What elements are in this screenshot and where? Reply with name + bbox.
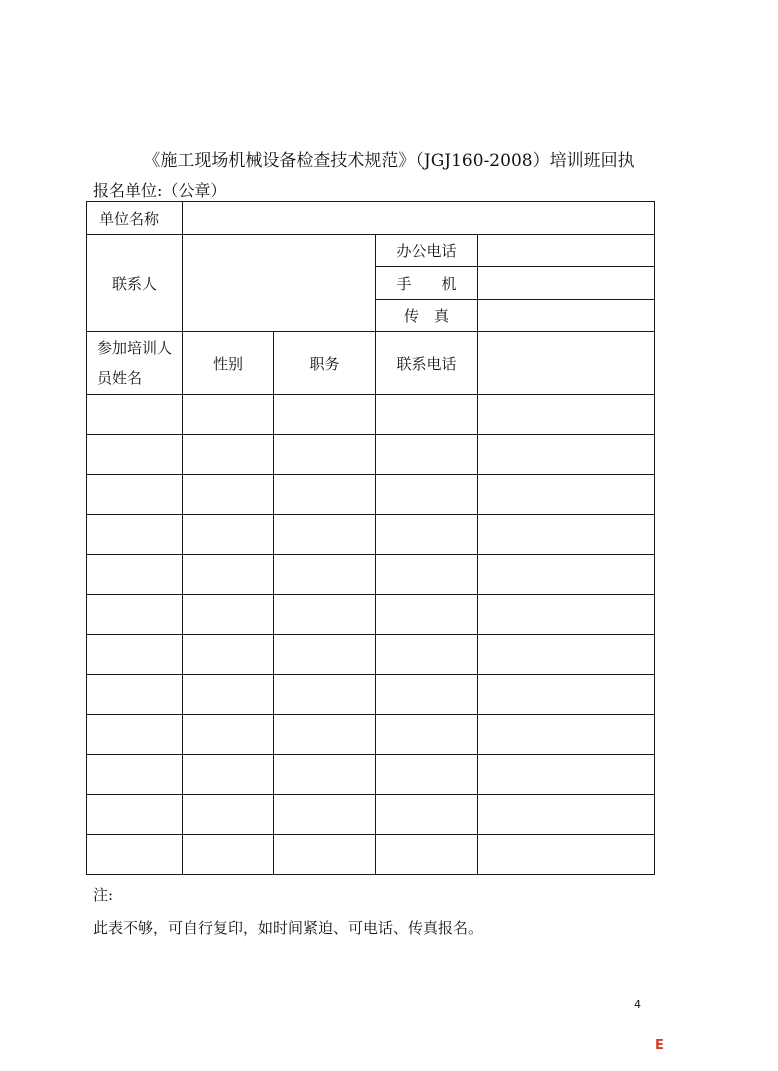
attendee-row <box>87 395 655 435</box>
attendee-phone-cell[interactable] <box>376 475 478 515</box>
attendee-extra-cell[interactable] <box>478 675 655 715</box>
attendee-name-cell[interactable] <box>87 475 183 515</box>
attendee-phone-cell[interactable] <box>376 755 478 795</box>
attendee-row <box>87 675 655 715</box>
attendee-gender-cell[interactable] <box>183 595 274 635</box>
attendee-extra-cell[interactable] <box>478 835 655 875</box>
office-phone-label: 办公电话 <box>376 235 478 267</box>
attendee-name-header: 参加培训人员姓名 <box>87 332 183 395</box>
attendee-phone-cell[interactable] <box>376 675 478 715</box>
attendee-gender-cell[interactable] <box>183 675 274 715</box>
attendee-name-cell[interactable] <box>87 555 183 595</box>
attendee-extra-cell[interactable] <box>478 435 655 475</box>
attendee-extra-cell[interactable] <box>478 475 655 515</box>
attendee-phone-cell[interactable] <box>376 555 478 595</box>
attendee-extra-cell[interactable] <box>478 395 655 435</box>
attendee-phone-cell[interactable] <box>376 595 478 635</box>
attendee-name-cell[interactable] <box>87 635 183 675</box>
attendee-position-cell[interactable] <box>274 515 376 555</box>
attendee-position-cell[interactable] <box>274 395 376 435</box>
attendee-name-cell[interactable] <box>87 515 183 555</box>
mobile-field[interactable] <box>478 267 655 300</box>
attendee-phone-cell[interactable] <box>376 395 478 435</box>
unit-name-label: 单位名称 <box>87 202 183 235</box>
contact-person-label: 联系人 <box>87 235 183 332</box>
attendee-name-cell[interactable] <box>87 675 183 715</box>
attendee-position-header: 职务 <box>274 332 376 395</box>
attendee-name-cell[interactable] <box>87 715 183 755</box>
attendee-name-cell[interactable] <box>87 795 183 835</box>
attendee-position-cell[interactable] <box>274 475 376 515</box>
attendee-phone-cell[interactable] <box>376 795 478 835</box>
contact-row-office <box>87 235 655 267</box>
attendee-extra-cell[interactable] <box>478 755 655 795</box>
attendee-extra-cell[interactable] <box>478 595 655 635</box>
attendee-phone-cell[interactable] <box>376 715 478 755</box>
attendee-extra-cell[interactable] <box>478 715 655 755</box>
attendee-gender-cell[interactable] <box>183 715 274 755</box>
attendee-row <box>87 515 655 555</box>
attendee-position-cell[interactable] <box>274 675 376 715</box>
attendee-extra-cell[interactable] <box>478 555 655 595</box>
attendee-phone-cell[interactable] <box>376 515 478 555</box>
attendee-name-cell[interactable] <box>87 395 183 435</box>
attendee-gender-cell[interactable] <box>183 515 274 555</box>
attendee-gender-cell[interactable] <box>183 435 274 475</box>
attendee-name-cell[interactable] <box>87 595 183 635</box>
attendee-name-cell[interactable] <box>87 755 183 795</box>
attendee-row <box>87 635 655 675</box>
attendee-extra-cell[interactable] <box>478 795 655 835</box>
attendee-row <box>87 795 655 835</box>
attendee-name-cell[interactable] <box>87 435 183 475</box>
corner-mark: E <box>655 1038 664 1053</box>
attendee-gender-cell[interactable] <box>183 755 274 795</box>
attendee-row <box>87 475 655 515</box>
mobile-label: 手 机 <box>376 267 478 300</box>
attendee-row <box>87 755 655 795</box>
attendee-header-row <box>87 332 655 395</box>
attendee-row <box>87 715 655 755</box>
document-title: 《施工现场机械设备检查技术规范》（JGJ160-2008）培训班回执 <box>143 151 635 171</box>
attendee-phone-cell[interactable] <box>376 435 478 475</box>
attendee-gender-cell[interactable] <box>183 795 274 835</box>
office-phone-field[interactable] <box>478 235 655 267</box>
registration-unit-label: 报名单位:（公章） <box>93 181 227 200</box>
contact-person-field[interactable] <box>183 235 376 332</box>
attendee-phone-cell[interactable] <box>376 635 478 675</box>
attendee-position-cell[interactable] <box>274 635 376 675</box>
attendee-position-cell[interactable] <box>274 755 376 795</box>
unit-name-row <box>87 202 655 235</box>
attendee-extra-header <box>478 332 655 395</box>
unit-name-field[interactable] <box>183 202 655 235</box>
attendee-extra-cell[interactable] <box>478 635 655 675</box>
attendee-gender-header: 性别 <box>183 332 274 395</box>
attendee-gender-cell[interactable] <box>183 475 274 515</box>
attendee-phone-cell[interactable] <box>376 835 478 875</box>
attendee-position-cell[interactable] <box>274 435 376 475</box>
attendee-row <box>87 595 655 635</box>
fax-field[interactable] <box>478 300 655 332</box>
attendee-phone-header: 联系电话 <box>376 332 478 395</box>
attendee-name-cell[interactable] <box>87 835 183 875</box>
attendee-gender-cell[interactable] <box>183 835 274 875</box>
attendee-row <box>87 435 655 475</box>
attendee-position-cell[interactable] <box>274 715 376 755</box>
attendee-row <box>87 835 655 875</box>
attendee-gender-cell[interactable] <box>183 635 274 675</box>
page-number: 4 <box>634 998 641 1011</box>
note-label: 注: <box>93 886 114 904</box>
attendee-position-cell[interactable] <box>274 595 376 635</box>
fax-label: 传 真 <box>376 300 478 332</box>
attendee-position-cell[interactable] <box>274 795 376 835</box>
attendee-position-cell[interactable] <box>274 555 376 595</box>
attendee-extra-cell[interactable] <box>478 515 655 555</box>
attendee-row <box>87 555 655 595</box>
attendee-gender-cell[interactable] <box>183 555 274 595</box>
registration-form-table <box>86 201 655 875</box>
note-text: 此表不够，可自行复印，如时间紧迫、可电话、传真报名。 <box>93 919 484 937</box>
attendee-gender-cell[interactable] <box>183 395 274 435</box>
attendee-position-cell[interactable] <box>274 835 376 875</box>
